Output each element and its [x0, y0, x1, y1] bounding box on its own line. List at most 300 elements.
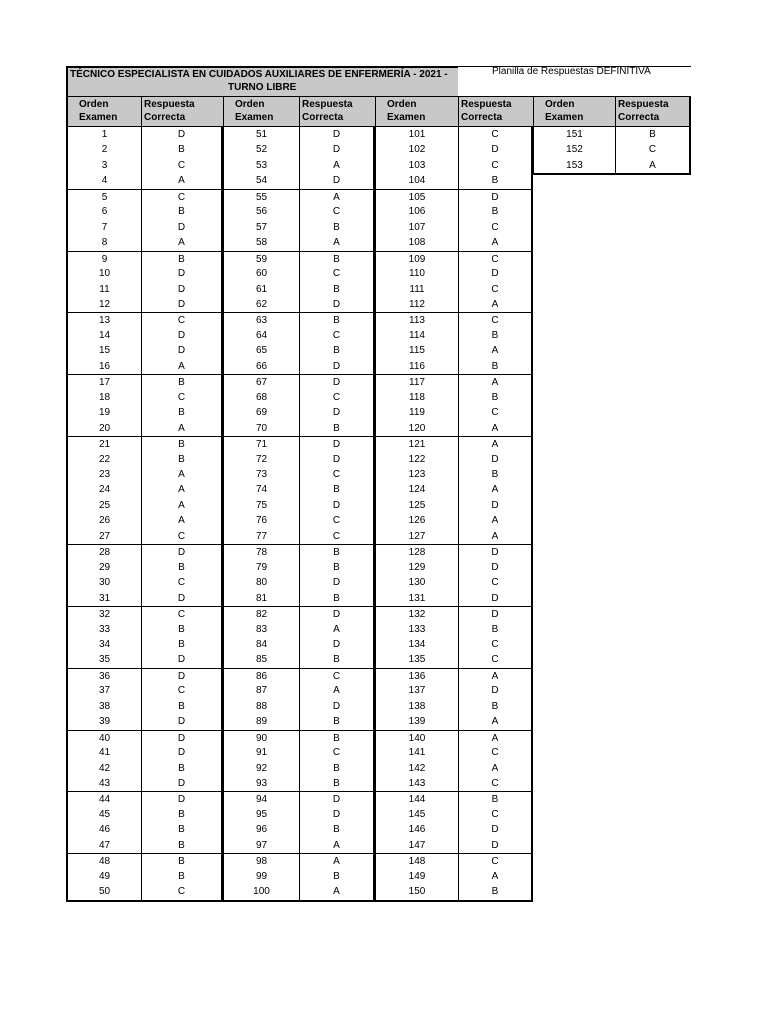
question-number-cell: 58: [255, 237, 268, 249]
question-number-cell: 128: [376, 544, 458, 559]
answer-cell: B: [300, 312, 373, 327]
answer-cell: D: [142, 730, 221, 745]
answer-cell: C: [177, 391, 186, 403]
orden-examen-column-header: [375, 96, 458, 127]
answer-cell: A: [333, 886, 340, 898]
question-number-cell: 129: [408, 561, 426, 573]
question-number-cell: 96: [255, 824, 268, 836]
answer-cell: B: [333, 561, 340, 573]
table-bottom-rule: [375, 900, 533, 902]
page-title-line2: TURNO LIBRE: [228, 82, 297, 93]
orden-examen-column: [375, 127, 458, 900]
answer-cell: B: [491, 623, 499, 635]
question-number-cell: 32: [68, 606, 141, 621]
question-number-cell: 73: [255, 468, 268, 480]
answer-cell: C: [332, 468, 341, 480]
question-number-cell: 67: [224, 374, 299, 389]
question-number-cell: 21: [68, 436, 141, 451]
header-label-line1: Respuesta: [144, 99, 195, 110]
question-number-cell: 50: [98, 886, 111, 898]
question-number-cell: 88: [255, 700, 268, 712]
answer-cell: B: [142, 436, 221, 451]
question-number-cell: 10: [98, 268, 111, 280]
answer-cell: B: [142, 853, 221, 868]
answer-cell: C: [142, 189, 221, 204]
answer-cell: B: [142, 374, 221, 389]
answer-cell: D: [491, 453, 499, 465]
answer-cell: A: [178, 499, 185, 511]
question-number-cell: 45: [98, 808, 111, 820]
question-number-cell: 84: [255, 638, 268, 650]
question-number-cell: 149: [408, 870, 426, 882]
header-label-line1: Orden: [387, 99, 417, 110]
question-number-cell: 34: [98, 638, 111, 650]
answer-cell: B: [491, 468, 499, 480]
answer-cell: D: [177, 716, 186, 728]
header-label-line2: Correcta: [144, 112, 186, 123]
answer-cell: D: [491, 499, 499, 511]
question-number-cell: 13: [68, 312, 141, 327]
answer-cell: B: [333, 870, 340, 882]
question-number-cell: 69: [255, 407, 268, 419]
question-number-cell: 61: [255, 283, 268, 295]
question-number-cell: 75: [255, 499, 268, 511]
answer-cell: B: [333, 484, 340, 496]
answer-cell: A: [178, 422, 185, 434]
question-number-cell: 140: [376, 730, 458, 745]
question-number-cell: 133: [408, 623, 426, 635]
question-number-cell: 80: [255, 577, 268, 589]
answer-cell: D: [332, 638, 341, 650]
question-number-cell: 49: [98, 870, 111, 882]
question-number-cell: 145: [408, 808, 426, 820]
question-number-cell: 76: [255, 515, 268, 527]
orden-examen-column: [66, 127, 141, 900]
question-number-cell: 4: [101, 175, 108, 187]
answer-cell: B: [178, 407, 185, 419]
respuesta-correcta-column-header: [299, 96, 375, 127]
answer-cell: B: [333, 778, 340, 790]
question-number-cell: 66: [255, 360, 268, 372]
question-number-cell: 141: [408, 747, 426, 759]
answer-cell: A: [491, 870, 499, 882]
question-number-cell: 85: [255, 654, 268, 666]
question-number-cell: 36: [68, 668, 141, 683]
question-number-cell: 12: [98, 298, 111, 310]
answer-cell: B: [333, 422, 340, 434]
question-number-cell: 143: [408, 778, 426, 790]
answer-cell: B: [178, 453, 185, 465]
answer-cell: D: [332, 453, 341, 465]
answer-cell: C: [491, 129, 499, 140]
question-number-cell: 1: [101, 129, 108, 140]
answer-cell: D: [177, 129, 186, 140]
answer-cell: A: [178, 484, 185, 496]
question-number-cell: 3: [101, 159, 108, 171]
question-number-cell: 135: [408, 654, 426, 666]
answer-cell: A: [300, 189, 373, 204]
answer-cell: C: [491, 654, 499, 666]
question-number-cell: 65: [255, 345, 268, 357]
answer-cell: B: [178, 144, 185, 156]
header-label-line1: Orden: [545, 99, 575, 110]
header-label-line2: Correcta: [461, 112, 503, 123]
question-number-cell: 110: [409, 268, 425, 280]
answer-cell: B: [649, 129, 656, 140]
question-number-cell: 118: [409, 391, 425, 403]
answer-cell: D: [491, 685, 499, 697]
question-number-cell: 29: [98, 561, 111, 573]
answer-cell: D: [177, 298, 186, 310]
respuesta-correcta-column-header: [615, 96, 691, 127]
question-number-cell: 121: [376, 436, 458, 451]
answer-cell: C: [491, 747, 499, 759]
answer-cell: D: [491, 592, 499, 604]
answer-cell: A: [178, 237, 185, 249]
question-number-cell: 93: [255, 778, 268, 790]
question-number-cell: 46: [98, 824, 111, 836]
answer-cell: D: [300, 606, 373, 621]
answer-cell: D: [177, 654, 186, 666]
question-number-cell: 144: [376, 791, 458, 806]
answer-cell: D: [142, 668, 221, 683]
answer-cell: C: [332, 268, 341, 280]
page-title: TÉCNICO ESPECIALISTA EN CUIDADOS AUXILIARES DE ENFERMERÍA - 2021 -: [70, 69, 448, 80]
answer-cell: D: [177, 345, 186, 357]
answer-cell: A: [333, 623, 340, 635]
question-number-cell: 138: [408, 700, 426, 712]
answer-cell: D: [177, 283, 186, 295]
answer-cell: C: [177, 530, 186, 542]
header-label-line2: Correcta: [618, 112, 660, 123]
answer-cell: C: [300, 668, 373, 683]
answer-cell: C: [177, 159, 186, 171]
respuesta-correcta-column: [615, 127, 691, 173]
answer-cell: B: [178, 700, 185, 712]
answer-cell: A: [333, 685, 340, 697]
answer-cell: C: [491, 577, 499, 589]
answer-cell: C: [491, 159, 499, 171]
question-number-cell: 64: [255, 329, 268, 341]
question-number-cell: 63: [224, 312, 299, 327]
answer-cell: D: [491, 561, 499, 573]
answer-cell: A: [300, 853, 373, 868]
question-number-cell: 91: [255, 747, 268, 759]
question-number-cell: 52: [255, 144, 268, 156]
answer-cell: A: [491, 515, 499, 527]
question-number-cell: 105: [376, 189, 458, 204]
answer-cell: B: [333, 283, 340, 295]
answer-cell: A: [178, 175, 185, 187]
answer-cell: C: [177, 685, 186, 697]
answer-cell: B: [333, 824, 340, 836]
question-number-cell: 132: [376, 606, 458, 621]
answer-cell: B: [491, 175, 499, 187]
answer-cell: D: [491, 268, 499, 280]
question-number-cell: 90: [224, 730, 299, 745]
answer-cell: A: [333, 839, 340, 851]
respuesta-correcta-column: [458, 127, 533, 900]
question-number-cell: 112: [409, 298, 425, 310]
answer-cell: C: [491, 283, 499, 295]
question-number-cell: 116: [409, 360, 425, 372]
answer-cell: C: [332, 515, 341, 527]
answer-cell: B: [178, 561, 185, 573]
question-number-cell: 136: [376, 668, 458, 683]
header-label-line2: Examen: [79, 112, 118, 123]
answer-cell: C: [459, 853, 531, 868]
question-number-cell: 19: [98, 407, 111, 419]
answer-cell: C: [142, 312, 221, 327]
question-number-cell: 7: [101, 221, 108, 233]
question-number-cell: 130: [408, 577, 426, 589]
answer-cell: D: [332, 298, 341, 310]
header-label-line1: Respuesta: [302, 99, 353, 110]
answer-cell: B: [459, 791, 531, 806]
question-number-cell: 48: [68, 853, 141, 868]
respuesta-correcta-column: [299, 127, 375, 900]
question-number-cell: 16: [98, 360, 111, 372]
question-number-cell: 31: [98, 592, 111, 604]
question-number-cell: 148: [376, 853, 458, 868]
question-number-cell: 15: [98, 345, 111, 357]
answer-cell: B: [491, 886, 499, 898]
question-number-cell: 68: [255, 391, 268, 403]
answer-cell: B: [142, 251, 221, 266]
answer-cell: D: [177, 221, 186, 233]
question-number-cell: 47: [98, 839, 111, 851]
answer-cell: D: [142, 544, 221, 559]
question-number-cell: 139: [408, 716, 426, 728]
answer-cell: C: [459, 312, 531, 327]
answer-cell: D: [491, 839, 499, 851]
question-number-cell: 142: [408, 762, 426, 774]
question-number-cell: 25: [98, 499, 111, 511]
orden-examen-column: [223, 127, 299, 900]
answer-cell: B: [333, 592, 340, 604]
header-label-line1: Respuesta: [461, 99, 512, 110]
question-number-cell: 38: [98, 700, 111, 712]
header-label-line2: Examen: [545, 112, 584, 123]
answer-cell: C: [491, 407, 499, 419]
question-number-cell: 71: [224, 436, 299, 451]
question-number-cell: 101: [408, 129, 426, 140]
answer-cell: B: [178, 839, 185, 851]
question-number-cell: 23: [98, 468, 111, 480]
answer-cell: C: [177, 577, 186, 589]
question-number-cell: 26: [98, 515, 111, 527]
answer-cell: D: [332, 360, 341, 372]
answer-cell: C: [332, 747, 341, 759]
question-number-cell: 147: [408, 839, 426, 851]
answer-cell: B: [178, 808, 185, 820]
answer-cell: B: [300, 251, 373, 266]
question-number-cell: 70: [255, 422, 268, 434]
answer-cell: D: [459, 544, 531, 559]
question-number-cell: 89: [255, 716, 268, 728]
question-number-cell: 56: [255, 206, 268, 218]
answer-cell: B: [178, 762, 185, 774]
answer-cell: C: [332, 530, 341, 542]
answer-cell: C: [459, 251, 531, 266]
question-number-cell: 117: [376, 374, 458, 389]
question-number-cell: 103: [408, 159, 426, 171]
answer-cell: A: [459, 436, 531, 451]
answer-cell: D: [332, 499, 341, 511]
answer-cell: C: [332, 329, 341, 341]
orden-examen-column-header: [66, 96, 141, 127]
answer-cell: A: [491, 237, 499, 249]
orden-examen-column-header: [533, 96, 615, 127]
question-number-cell: 115: [409, 345, 425, 357]
question-number-cell: 82: [224, 606, 299, 621]
question-number-cell: 54: [255, 175, 268, 187]
answer-cell: D: [332, 808, 341, 820]
question-number-cell: 41: [98, 747, 111, 759]
question-number-cell: 99: [255, 870, 268, 882]
table-bottom-rule: [223, 900, 375, 902]
question-number-cell: 22: [98, 453, 111, 465]
answer-cell: B: [333, 762, 340, 774]
question-number-cell: 2: [101, 144, 108, 156]
question-number-cell: 60: [255, 268, 268, 280]
answer-cell: B: [178, 638, 185, 650]
answer-cell: D: [332, 407, 341, 419]
answer-cell: A: [178, 515, 185, 527]
question-number-cell: 92: [255, 762, 268, 774]
question-number-cell: 119: [409, 407, 425, 419]
answer-cell: B: [333, 716, 340, 728]
question-number-cell: 44: [68, 791, 141, 806]
question-number-cell: 77: [255, 530, 268, 542]
question-number-cell: 24: [98, 484, 111, 496]
question-number-cell: 113: [376, 312, 458, 327]
answer-cell: B: [178, 206, 185, 218]
orden-examen-column: [533, 127, 615, 173]
answer-cell: B: [491, 329, 499, 341]
title-box: [66, 66, 458, 97]
question-number-cell: 35: [98, 654, 111, 666]
question-number-cell: 124: [408, 484, 426, 496]
answer-cell: B: [300, 544, 373, 559]
answer-cell: B: [333, 221, 340, 233]
answer-cell: A: [459, 374, 531, 389]
respuesta-correcta-column-header: [141, 96, 223, 127]
question-number-cell: 107: [408, 221, 426, 233]
answer-cell: A: [333, 159, 340, 171]
answer-cell: D: [300, 436, 373, 451]
answer-cell: D: [459, 606, 531, 621]
answer-cell: D: [300, 791, 373, 806]
answer-cell: A: [649, 159, 656, 171]
answer-cell: C: [491, 221, 499, 233]
question-number-cell: 109: [376, 251, 458, 266]
question-number-cell: 86: [224, 668, 299, 683]
answer-cell: A: [333, 237, 340, 249]
answer-cell: D: [459, 189, 531, 204]
answer-cell: A: [178, 360, 185, 372]
question-number-cell: 123: [408, 468, 426, 480]
answer-cell: A: [491, 716, 499, 728]
question-number-cell: 11: [99, 283, 110, 295]
answer-cell: B: [300, 730, 373, 745]
answer-cell: C: [177, 886, 186, 898]
answer-cell: D: [332, 129, 341, 140]
answer-cell: C: [648, 144, 657, 156]
answer-cell: B: [491, 391, 499, 403]
question-number-cell: 55: [224, 189, 299, 204]
question-number-cell: 33: [98, 623, 111, 635]
question-number-cell: 102: [408, 144, 426, 156]
question-number-cell: 43: [98, 778, 111, 790]
question-number-cell: 28: [68, 544, 141, 559]
respuesta-correcta-column: [141, 127, 223, 900]
answer-cell: C: [491, 778, 499, 790]
answer-cell: C: [142, 606, 221, 621]
respuesta-correcta-column-header: [458, 96, 533, 127]
answer-cell: D: [177, 747, 186, 759]
question-number-cell: 37: [98, 685, 111, 697]
answer-cell: C: [332, 391, 341, 403]
answer-cell: A: [459, 668, 531, 683]
question-number-cell: 5: [68, 189, 141, 204]
answer-cell: C: [491, 638, 499, 650]
question-number-cell: 108: [408, 237, 426, 249]
answer-cell: A: [491, 422, 499, 434]
question-number-cell: 137: [408, 685, 426, 697]
question-number-cell: 111: [409, 283, 425, 295]
answer-cell: D: [332, 175, 341, 187]
question-number-cell: 62: [255, 298, 268, 310]
answer-cell: A: [178, 468, 185, 480]
table-bottom-rule: [66, 900, 223, 902]
answer-cell: A: [459, 730, 531, 745]
answer-cell: D: [300, 374, 373, 389]
question-number-cell: 120: [408, 422, 426, 434]
question-number-cell: 152: [566, 144, 583, 156]
question-number-cell: 114: [409, 329, 425, 341]
answer-cell: A: [491, 298, 499, 310]
question-number-cell: 20: [98, 422, 111, 434]
question-number-cell: 51: [255, 129, 268, 140]
answer-cell: C: [332, 206, 341, 218]
answer-cell: D: [332, 700, 341, 712]
answer-cell: D: [332, 577, 341, 589]
table-bottom-rule: [533, 173, 691, 175]
question-number-cell: 40: [68, 730, 141, 745]
question-number-cell: 14: [98, 329, 111, 341]
header-label-line2: Correcta: [302, 112, 344, 123]
question-number-cell: 98: [224, 853, 299, 868]
question-number-cell: 17: [68, 374, 141, 389]
question-number-cell: 94: [224, 791, 299, 806]
answer-cell: D: [177, 268, 186, 280]
question-number-cell: 27: [98, 530, 111, 542]
question-number-cell: 18: [98, 391, 111, 403]
answer-cell: D: [177, 592, 186, 604]
question-number-cell: 39: [98, 716, 111, 728]
question-number-cell: 81: [255, 592, 268, 604]
question-number-cell: 59: [224, 251, 299, 266]
question-number-cell: 126: [408, 515, 426, 527]
question-number-cell: 72: [255, 453, 268, 465]
answer-cell: D: [177, 778, 186, 790]
question-number-cell: 106: [408, 206, 426, 218]
header-label-line2: Examen: [235, 112, 274, 123]
question-number-cell: 122: [408, 453, 426, 465]
answer-cell: B: [178, 623, 185, 635]
header-label-line1: Orden: [79, 99, 109, 110]
